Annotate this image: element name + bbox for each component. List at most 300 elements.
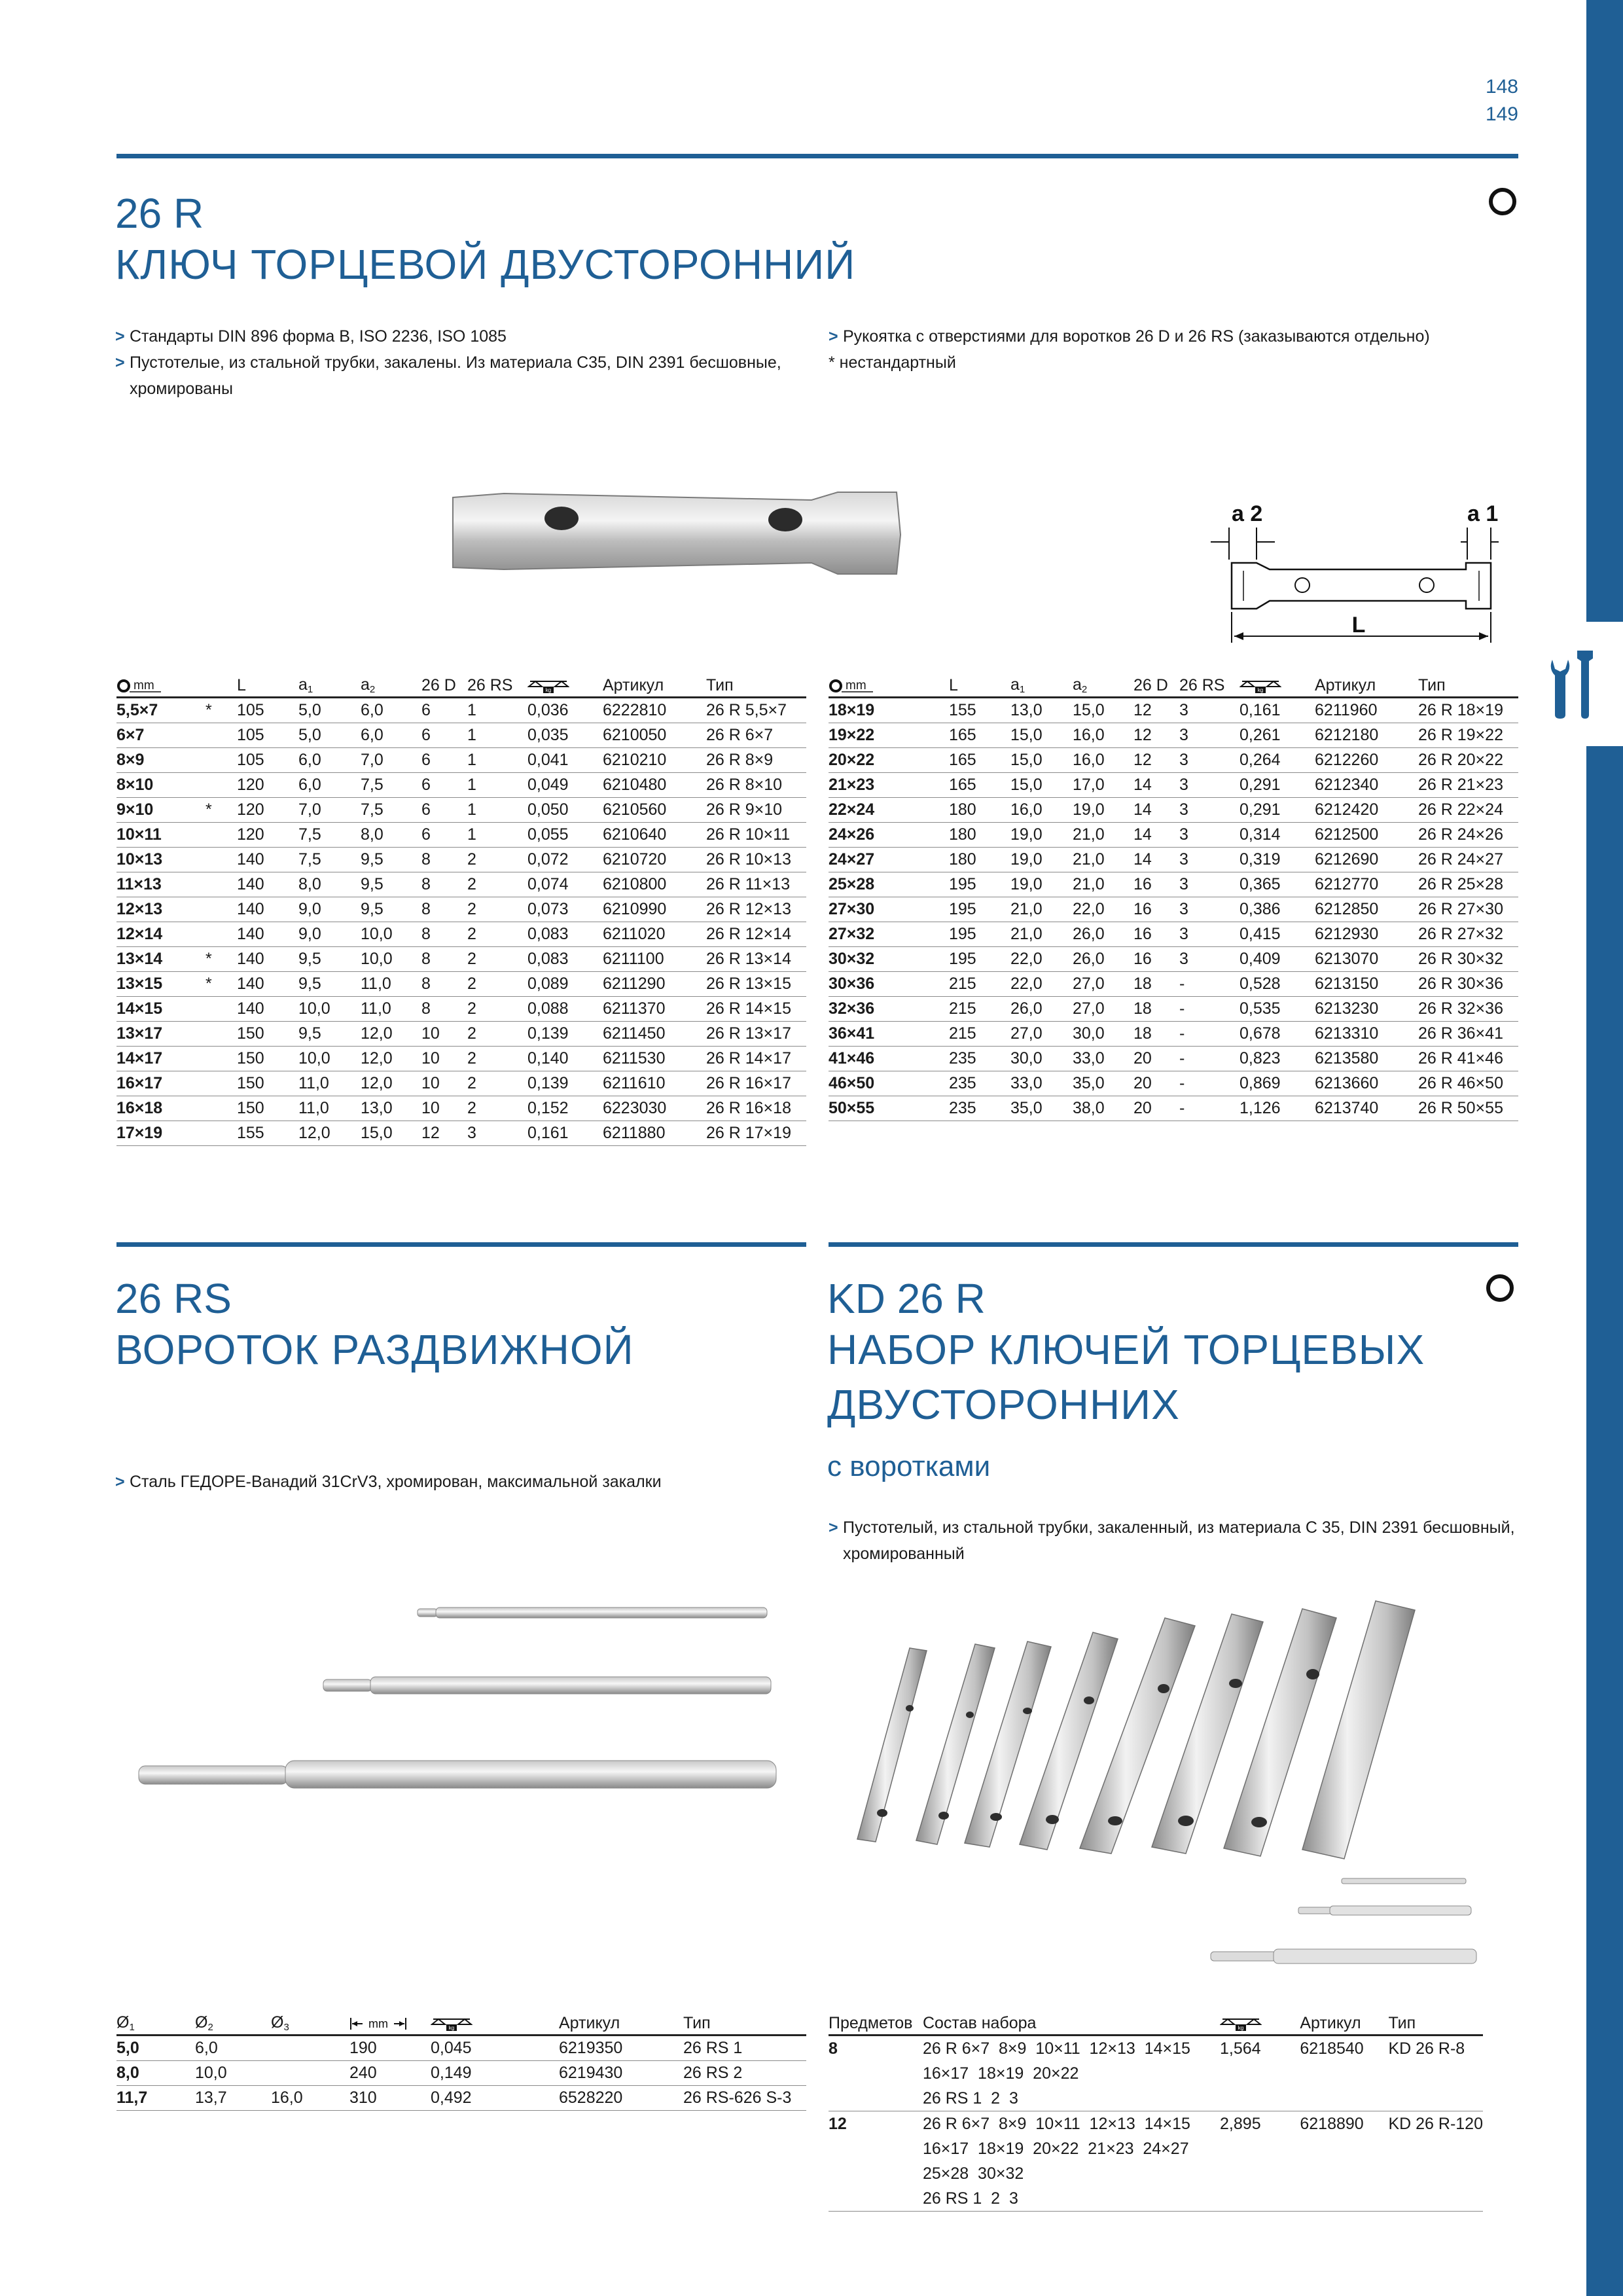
length-cell: 120 xyxy=(237,773,298,798)
a1-cell: 7,0 xyxy=(298,798,361,823)
article-cell: 6211450 xyxy=(603,1022,706,1047)
length-cell: 180 xyxy=(949,798,1010,823)
scale-weight-icon xyxy=(1240,677,1281,694)
weight-cell: 0,261 xyxy=(1240,723,1315,748)
dimension-label-L: L xyxy=(1351,613,1366,637)
a2-cell: 22,0 xyxy=(1073,897,1133,922)
table-row xyxy=(829,922,1518,947)
size-cell: 16×18 xyxy=(116,1096,205,1121)
a1-cell: 33,0 xyxy=(1010,1071,1073,1096)
nonstandard-mark xyxy=(205,1071,237,1096)
weight-cell: 0,264 xyxy=(1240,748,1315,773)
bar-26rs-cell: 2 xyxy=(467,922,527,947)
feature-item: > Стандарты DIN 896 форма B, ISO 2236, ISO 1085 xyxy=(115,327,507,346)
type-cell: 26 R 6×7 xyxy=(706,723,806,748)
size-cell: 8×10 xyxy=(116,773,205,798)
type-cell: 26 R 41×46 xyxy=(1418,1047,1518,1071)
article-cell: 6212340 xyxy=(1315,773,1418,798)
article-cell: 6213070 xyxy=(1315,947,1418,972)
table-row xyxy=(116,872,806,897)
a2-cell: 16,0 xyxy=(1073,723,1133,748)
a1-cell: 12,0 xyxy=(298,1121,361,1146)
type-cell: 26 R 17×19 xyxy=(706,1121,806,1146)
a1-cell: 9,5 xyxy=(298,1022,361,1047)
length-cell: 190 xyxy=(349,2036,431,2061)
bar-26d-cell: 16 xyxy=(1133,947,1179,972)
weight-cell: 0,291 xyxy=(1240,773,1315,798)
header-a2: $a_2$ xyxy=(361,674,421,698)
table-header-row xyxy=(829,674,1518,698)
a1-cell: 22,0 xyxy=(1010,972,1073,997)
article-cell: 6219350 xyxy=(559,2036,683,2061)
table-row xyxy=(116,1047,806,1071)
size-cell: 14×15 xyxy=(116,997,205,1022)
weight-cell: 0,074 xyxy=(527,872,603,897)
type-cell: 26 R 46×50 xyxy=(1418,1071,1518,1096)
length-cell: 120 xyxy=(237,823,298,848)
bar-26rs-cell: 2 xyxy=(467,972,527,997)
bar-26d-cell: 12 xyxy=(1133,698,1179,723)
wrench-size-table-left xyxy=(116,674,806,1146)
article-cell: 6212260 xyxy=(1315,748,1418,773)
length-cell: 150 xyxy=(237,1047,298,1071)
type-cell: 26 RS 2 xyxy=(683,2061,806,2086)
set-contents-line: 26 RS 1 2 3 xyxy=(922,2189,1018,2208)
length-cell: 140 xyxy=(237,997,298,1022)
size-cell: 8×9 xyxy=(116,748,205,773)
header-type: Тип xyxy=(683,2012,806,2036)
header-weight xyxy=(431,2012,559,2036)
diameter2-cell: 13,7 xyxy=(195,2086,271,2111)
bar-26rs-cell: 3 xyxy=(1179,872,1240,897)
table-row xyxy=(829,723,1518,748)
weight-cell: 0,314 xyxy=(1240,823,1315,848)
article-cell: 6210720 xyxy=(603,848,706,872)
weight-cell: 0,161 xyxy=(1240,698,1315,723)
weight-cell: 0,041 xyxy=(527,748,603,773)
table-row xyxy=(829,1071,1518,1096)
table-row xyxy=(829,1047,1518,1071)
table-row xyxy=(116,972,806,997)
bar-26rs-cell: 3 xyxy=(1179,698,1240,723)
bar-table xyxy=(116,2012,806,2111)
bar-26rs-cell: 1 xyxy=(467,798,527,823)
nonstandard-mark xyxy=(205,723,237,748)
a1-cell: 19,0 xyxy=(1010,823,1073,848)
table-row xyxy=(116,823,806,848)
length-cell: 180 xyxy=(949,848,1010,872)
length-cell: 235 xyxy=(949,1047,1010,1071)
bar-26d-cell: 18 xyxy=(1133,972,1179,997)
weight-cell: 0,415 xyxy=(1240,922,1315,947)
header-type: Тип xyxy=(1388,2012,1483,2036)
box-wrench-photo xyxy=(445,486,903,584)
set-contents-line: 26 R 6×7 8×9 10×11 12×13 14×15 xyxy=(922,2115,1190,2133)
size-cell: 46×50 xyxy=(829,1071,949,1096)
bar-26d-cell: 14 xyxy=(1133,848,1179,872)
size-cell: 21×23 xyxy=(829,773,949,798)
a1-cell: 15,0 xyxy=(1010,723,1073,748)
set-contents-line: 26 R 6×7 8×9 10×11 12×13 14×15 xyxy=(922,2039,1190,2058)
type-cell: 26 R 11×13 xyxy=(706,872,806,897)
header-weight xyxy=(1240,674,1315,698)
bar-26rs-cell: 3 xyxy=(1179,897,1240,922)
length-cell: 150 xyxy=(237,1096,298,1121)
bar-26rs-cell: 1 xyxy=(467,723,527,748)
type-cell: 26 R 12×13 xyxy=(706,897,806,922)
a2-cell: 16,0 xyxy=(1073,748,1133,773)
type-cell: 26 R 21×23 xyxy=(1418,773,1518,798)
bar-26rs-cell: 3 xyxy=(1179,848,1240,872)
bar-26rs-cell: 3 xyxy=(1179,723,1240,748)
a2-cell: 15,0 xyxy=(1073,698,1133,723)
type-cell: KD 26 R-8 xyxy=(1388,2036,1483,2111)
type-cell: 26 R 25×28 xyxy=(1418,872,1518,897)
article-cell: 6213230 xyxy=(1315,997,1418,1022)
bar-26d-cell: 18 xyxy=(1133,997,1179,1022)
set-table xyxy=(829,2012,1483,2212)
a1-cell: 6,0 xyxy=(298,748,361,773)
set-contents-cell xyxy=(923,2111,1220,2212)
a1-cell: 7,5 xyxy=(298,823,361,848)
size-cell: 10×13 xyxy=(116,848,205,872)
bar-26rs-cell: 3 xyxy=(467,1121,527,1146)
a1-cell: 35,0 xyxy=(1010,1096,1073,1121)
article-cell: 6210990 xyxy=(603,897,706,922)
weight-cell: 0,088 xyxy=(527,997,603,1022)
table-header-row xyxy=(116,674,806,698)
a2-cell: 21,0 xyxy=(1073,848,1133,872)
length-cell: 155 xyxy=(237,1121,298,1146)
length-cell: 155 xyxy=(949,698,1010,723)
set-contents-line: 16×17 18×19 20×22 21×23 24×27 xyxy=(922,2140,1189,2158)
nonstandard-mark: * xyxy=(205,947,237,972)
header-article: Артикул xyxy=(603,674,706,698)
a2-cell: 9,5 xyxy=(361,872,421,897)
weight-cell: 0,140 xyxy=(527,1047,603,1071)
table-row xyxy=(829,947,1518,972)
a1-cell: 13,0 xyxy=(1010,698,1073,723)
a2-cell: 10,0 xyxy=(361,922,421,947)
table-row xyxy=(116,1071,806,1096)
weight-cell: 0,149 xyxy=(431,2061,559,2086)
nonstandard-mark xyxy=(205,848,237,872)
type-cell: 26 R 27×32 xyxy=(1418,922,1518,947)
table-row xyxy=(116,798,806,823)
size-cell: 30×36 xyxy=(829,972,949,997)
bar-26rs-cell: - xyxy=(1179,1022,1240,1047)
weight-cell: 0,869 xyxy=(1240,1071,1315,1096)
article-cell: 6212690 xyxy=(1315,848,1418,872)
length-cell: 215 xyxy=(949,1022,1010,1047)
article-cell: 6219430 xyxy=(559,2061,683,2086)
a1-cell: 15,0 xyxy=(1010,773,1073,798)
a1-cell: 9,0 xyxy=(298,897,361,922)
a2-cell: 9,5 xyxy=(361,897,421,922)
length-cell: 140 xyxy=(237,922,298,947)
article-cell: 6210560 xyxy=(603,798,706,823)
header-size: mm xyxy=(829,674,949,698)
diameter3-cell: 16,0 xyxy=(271,2086,349,2111)
table-row xyxy=(829,773,1518,798)
bar-26d-cell: 8 xyxy=(421,972,467,997)
type-cell: 26 RS 1 xyxy=(683,2036,806,2061)
a1-cell: 22,0 xyxy=(1010,947,1073,972)
side-accent-bar-lower xyxy=(1586,746,1623,2296)
bar-26rs-cell: 2 xyxy=(467,897,527,922)
side-accent-bar xyxy=(1586,0,1623,622)
size-cell: 22×24 xyxy=(829,798,949,823)
length-cell: 240 xyxy=(349,2061,431,2086)
length-cell: 215 xyxy=(949,997,1010,1022)
a1-cell: 10,0 xyxy=(298,1047,361,1071)
length-cell: 180 xyxy=(949,823,1010,848)
nonstandard-mark xyxy=(205,1121,237,1146)
weight-cell: 2,895 xyxy=(1220,2111,1300,2212)
hexagon-symbol-icon xyxy=(1488,187,1517,216)
length-cell: 195 xyxy=(949,872,1010,897)
length-cell: 165 xyxy=(949,748,1010,773)
table-header-row xyxy=(116,2012,806,2036)
bar-title: ВОРОТОК РАЗДВИЖНОЙ xyxy=(115,1326,634,1373)
bar-26d-cell: 20 xyxy=(1133,1047,1179,1071)
a1-cell: 10,0 xyxy=(298,997,361,1022)
length-cell: 120 xyxy=(237,798,298,823)
header-26d: 26 D xyxy=(421,674,467,698)
header-size: mm xyxy=(116,674,205,698)
table-row xyxy=(829,972,1518,997)
article-cell: 6210480 xyxy=(603,773,706,798)
nonstandard-mark xyxy=(205,1096,237,1121)
svg-text:kg: kg xyxy=(1257,687,1264,693)
type-cell: 26 R 27×30 xyxy=(1418,897,1518,922)
a2-cell: 38,0 xyxy=(1073,1096,1133,1121)
weight-cell: 0,073 xyxy=(527,897,603,922)
article-cell: 6211370 xyxy=(603,997,706,1022)
wrench-code: 26 R xyxy=(115,190,204,237)
header-26d: 26 D xyxy=(1133,674,1179,698)
bar-26rs-cell: - xyxy=(1179,1071,1240,1096)
tommy-bars-photo xyxy=(131,1597,785,1800)
type-cell: 26 R 12×14 xyxy=(706,922,806,947)
weight-cell: 0,055 xyxy=(527,823,603,848)
a1-cell: 16,0 xyxy=(1010,798,1073,823)
table-row xyxy=(116,773,806,798)
bar-26d-cell: 16 xyxy=(1133,897,1179,922)
type-cell: 26 R 13×15 xyxy=(706,972,806,997)
set-contents-cell xyxy=(923,2036,1220,2111)
length-cell: 235 xyxy=(949,1096,1010,1121)
a2-cell: 6,0 xyxy=(361,723,421,748)
bar-26d-cell: 14 xyxy=(1133,773,1179,798)
bar-26d-cell: 12 xyxy=(421,1121,467,1146)
a2-cell: 19,0 xyxy=(1073,798,1133,823)
wrench-title: КЛЮЧ ТОРЦЕВОЙ ДВУСТОРОННИЙ xyxy=(115,241,856,288)
svg-text:kg: kg xyxy=(545,687,552,693)
nonstandard-mark: * xyxy=(205,972,237,997)
a2-cell: 7,5 xyxy=(361,798,421,823)
count-cell: 12 xyxy=(829,2111,923,2212)
bar-26d-cell: 8 xyxy=(421,872,467,897)
article-cell: 6213150 xyxy=(1315,972,1418,997)
set-subtitle: с воротками xyxy=(827,1450,991,1482)
a2-cell: 27,0 xyxy=(1073,972,1133,997)
a1-cell: 21,0 xyxy=(1010,897,1073,922)
size-cell: 32×36 xyxy=(829,997,949,1022)
header-a2: $a_2$ xyxy=(1073,674,1133,698)
bar-26d-cell: 12 xyxy=(1133,748,1179,773)
a2-cell: 11,0 xyxy=(361,972,421,997)
size-cell: 12×14 xyxy=(116,922,205,947)
weight-cell: 0,035 xyxy=(527,723,603,748)
article-cell: 6210210 xyxy=(603,748,706,773)
header-a1: $a_1$ xyxy=(298,674,361,698)
a1-cell: 15,0 xyxy=(1010,748,1073,773)
page-number-right: 149 xyxy=(1485,103,1518,125)
article-cell: 6212770 xyxy=(1315,872,1418,897)
diameter2-cell: 6,0 xyxy=(195,2036,271,2061)
bar-26d-cell: 6 xyxy=(421,823,467,848)
article-cell: 6210050 xyxy=(603,723,706,748)
bar-26d-cell: 6 xyxy=(421,698,467,723)
bar-26rs-cell: 1 xyxy=(467,748,527,773)
wrench-screwdriver-icon xyxy=(1546,647,1598,719)
feature-item-continued: хромированный xyxy=(843,1545,965,1563)
a1-cell: 19,0 xyxy=(1010,848,1073,872)
weight-cell: 0,089 xyxy=(527,972,603,997)
page-numbers xyxy=(1440,73,1518,128)
bar-26d-cell: 10 xyxy=(421,1022,467,1047)
weight-cell: 0,036 xyxy=(527,698,603,723)
wrench-set-photo xyxy=(844,1590,1531,1983)
weight-cell: 0,152 xyxy=(527,1096,603,1121)
a2-cell: 15,0 xyxy=(361,1121,421,1146)
bar-26d-cell: 16 xyxy=(1133,922,1179,947)
bar-26rs-cell: 2 xyxy=(467,1096,527,1121)
size-cell: 20×22 xyxy=(829,748,949,773)
bar-26d-cell: 6 xyxy=(421,798,467,823)
a2-cell: 26,0 xyxy=(1073,947,1133,972)
bar-26rs-cell: 3 xyxy=(1179,823,1240,848)
diameter1-cell: 8,0 xyxy=(116,2061,195,2086)
nonstandard-mark xyxy=(205,748,237,773)
header-26rs: 26 RS xyxy=(467,674,527,698)
a1-cell: 5,0 xyxy=(298,698,361,723)
article-cell: 6213580 xyxy=(1315,1047,1418,1071)
table-row xyxy=(116,922,806,947)
weight-cell: 0,823 xyxy=(1240,1047,1315,1071)
bar-26d-cell: 8 xyxy=(421,922,467,947)
section-divider xyxy=(116,154,1518,158)
svg-text:kg: kg xyxy=(1238,2024,1244,2031)
table-row xyxy=(829,798,1518,823)
weight-cell: 0,049 xyxy=(527,773,603,798)
size-cell: 14×17 xyxy=(116,1047,205,1071)
header-d3: $Ø_3$ xyxy=(271,2012,349,2036)
footnote-nonstandard: * нестандартный xyxy=(829,353,956,372)
header-type: Тип xyxy=(706,674,806,698)
header-length: L xyxy=(237,674,298,698)
article-cell: 6528220 xyxy=(559,2086,683,2111)
bar-26d-cell: 20 xyxy=(1133,1096,1179,1121)
header-article: Артикул xyxy=(1300,2012,1388,2036)
length-cell: 150 xyxy=(237,1022,298,1047)
type-cell: 26 R 22×24 xyxy=(1418,798,1518,823)
weight-cell: 1,564 xyxy=(1220,2036,1300,2111)
set-code: KD 26 R xyxy=(827,1275,986,1322)
feature-item: > Пустотелый, из стальной трубки, закаленный, из материала C 35, DIN 2391 бесшовный, xyxy=(829,1518,1515,1537)
a2-cell: 7,5 xyxy=(361,773,421,798)
type-cell: 26 R 16×17 xyxy=(706,1071,806,1096)
nonstandard-mark xyxy=(205,1047,237,1071)
weight-cell: 0,365 xyxy=(1240,872,1315,897)
length-cell: 105 xyxy=(237,723,298,748)
nonstandard-mark xyxy=(205,1022,237,1047)
bar-26rs-cell: 3 xyxy=(1179,922,1240,947)
length-cell: 195 xyxy=(949,922,1010,947)
type-cell: 26 R 24×27 xyxy=(1418,848,1518,872)
weight-cell: 1,126 xyxy=(1240,1096,1315,1121)
size-cell: 13×14 xyxy=(116,947,205,972)
nonstandard-mark xyxy=(205,823,237,848)
type-cell: 26 R 19×22 xyxy=(1418,723,1518,748)
bar-26rs-cell: 2 xyxy=(467,1071,527,1096)
table-row xyxy=(829,897,1518,922)
type-cell: 26 R 10×13 xyxy=(706,848,806,872)
type-cell: 26 R 14×15 xyxy=(706,997,806,1022)
article-cell: 6223030 xyxy=(603,1096,706,1121)
weight-cell: 0,072 xyxy=(527,848,603,872)
nonstandard-mark: * xyxy=(205,698,237,723)
bar-26d-cell: 10 xyxy=(421,1071,467,1096)
a2-cell: 7,0 xyxy=(361,748,421,773)
article-cell: 6222810 xyxy=(603,698,706,723)
article-cell: 6210640 xyxy=(603,823,706,848)
header-type: Тип xyxy=(1418,674,1518,698)
length-cell: 235 xyxy=(949,1071,1010,1096)
type-cell: 26 R 18×19 xyxy=(1418,698,1518,723)
type-cell: 26 R 36×41 xyxy=(1418,1022,1518,1047)
bar-26rs-cell: - xyxy=(1179,1047,1240,1071)
type-cell: 26 R 20×22 xyxy=(1418,748,1518,773)
set-contents-line: 26 RS 1 2 3 xyxy=(922,2089,1018,2108)
size-cell: 11×13 xyxy=(116,872,205,897)
header-star xyxy=(205,674,237,698)
table-row xyxy=(116,1121,806,1146)
bar-26d-cell: 16 xyxy=(1133,872,1179,897)
table-row xyxy=(116,1022,806,1047)
a2-cell: 21,0 xyxy=(1073,823,1133,848)
size-cell: 36×41 xyxy=(829,1022,949,1047)
table-row xyxy=(116,698,806,723)
header-d1: $Ø_1$ xyxy=(116,2012,195,2036)
bar-26rs-cell: - xyxy=(1179,972,1240,997)
dimension-label-a1: a 1 xyxy=(1467,501,1499,526)
type-cell: 26 R 24×26 xyxy=(1418,823,1518,848)
wrench-dimension-drawing xyxy=(1204,497,1505,655)
table-row xyxy=(116,947,806,972)
a2-cell: 10,0 xyxy=(361,947,421,972)
feature-item: > Сталь ГЕДОРЕ-Ванадий 31CrV3, хромирован, максимальной закалки xyxy=(115,1473,662,1491)
weight-cell: 0,050 xyxy=(527,798,603,823)
size-cell: 27×32 xyxy=(829,922,949,947)
size-cell: 9×10 xyxy=(116,798,205,823)
a2-cell: 13,0 xyxy=(361,1096,421,1121)
table-row xyxy=(829,698,1518,723)
bar-26d-cell: 14 xyxy=(1133,798,1179,823)
article-cell: 6212420 xyxy=(1315,798,1418,823)
a1-cell: 9,5 xyxy=(298,972,361,997)
